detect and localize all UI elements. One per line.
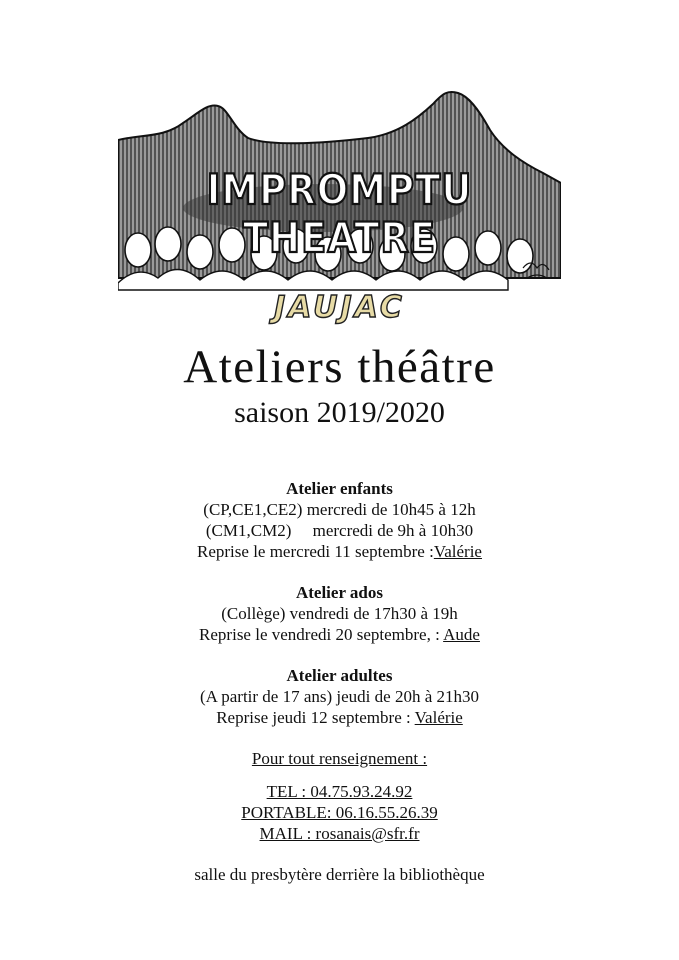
resume-line (0, 541, 679, 562)
troupe-name: IMPROMPTU THEATRE (206, 165, 473, 263)
workshop-title: Atelier adultes (286, 666, 393, 685)
workshop-adults (0, 665, 679, 728)
page-title: Ateliers théâtre (183, 341, 496, 393)
contact-heading: Pour tout renseignement : (251, 749, 428, 768)
resume-line (0, 707, 679, 728)
season-subtitle: saison 2019/2020 (234, 396, 445, 429)
instructor-name: Valérie (414, 708, 463, 727)
resume-line (0, 624, 679, 645)
workshop-children (0, 478, 679, 562)
schedule-line: (Collège) vendredi de 17h30 à 19h (221, 604, 458, 623)
resume-text: Reprise jeudi 12 septembre : (216, 708, 415, 727)
resume-text: Reprise le mercredi 11 septembre : (197, 542, 434, 561)
instructor-name: Valérie (433, 542, 482, 561)
venue-location: salle du presbytère derrière la bibliothèque (194, 865, 485, 884)
phone-number: TEL : 04.75.93.24.92 (266, 782, 413, 801)
instructor-name: Aude (443, 625, 480, 644)
workshop-title: Atelier enfants (286, 479, 393, 498)
schedule-line: (CM1,CM2) mercredi de 9h à 10h30 (205, 521, 474, 540)
workshop-title: Atelier ados (295, 583, 384, 602)
schedule-line: (A partir de 17 ans) jeudi de 20h à 21h30 (199, 687, 479, 706)
schedule-line: (CP,CE1,CE2) mercredi de 10h45 à 12h (203, 500, 476, 519)
contact-block (0, 781, 679, 844)
village-name: JAUJAC (274, 290, 405, 325)
workshop-teens (0, 582, 679, 645)
email-address: MAIL : rosanais@sfr.fr (259, 824, 420, 843)
workshop-details (0, 478, 679, 885)
troupe-logo-banner (118, 68, 561, 340)
resume-text: Reprise le vendredi 20 septembre, : (199, 625, 444, 644)
mobile-number: PORTABLE: 06.16.55.26.39 (241, 803, 438, 822)
